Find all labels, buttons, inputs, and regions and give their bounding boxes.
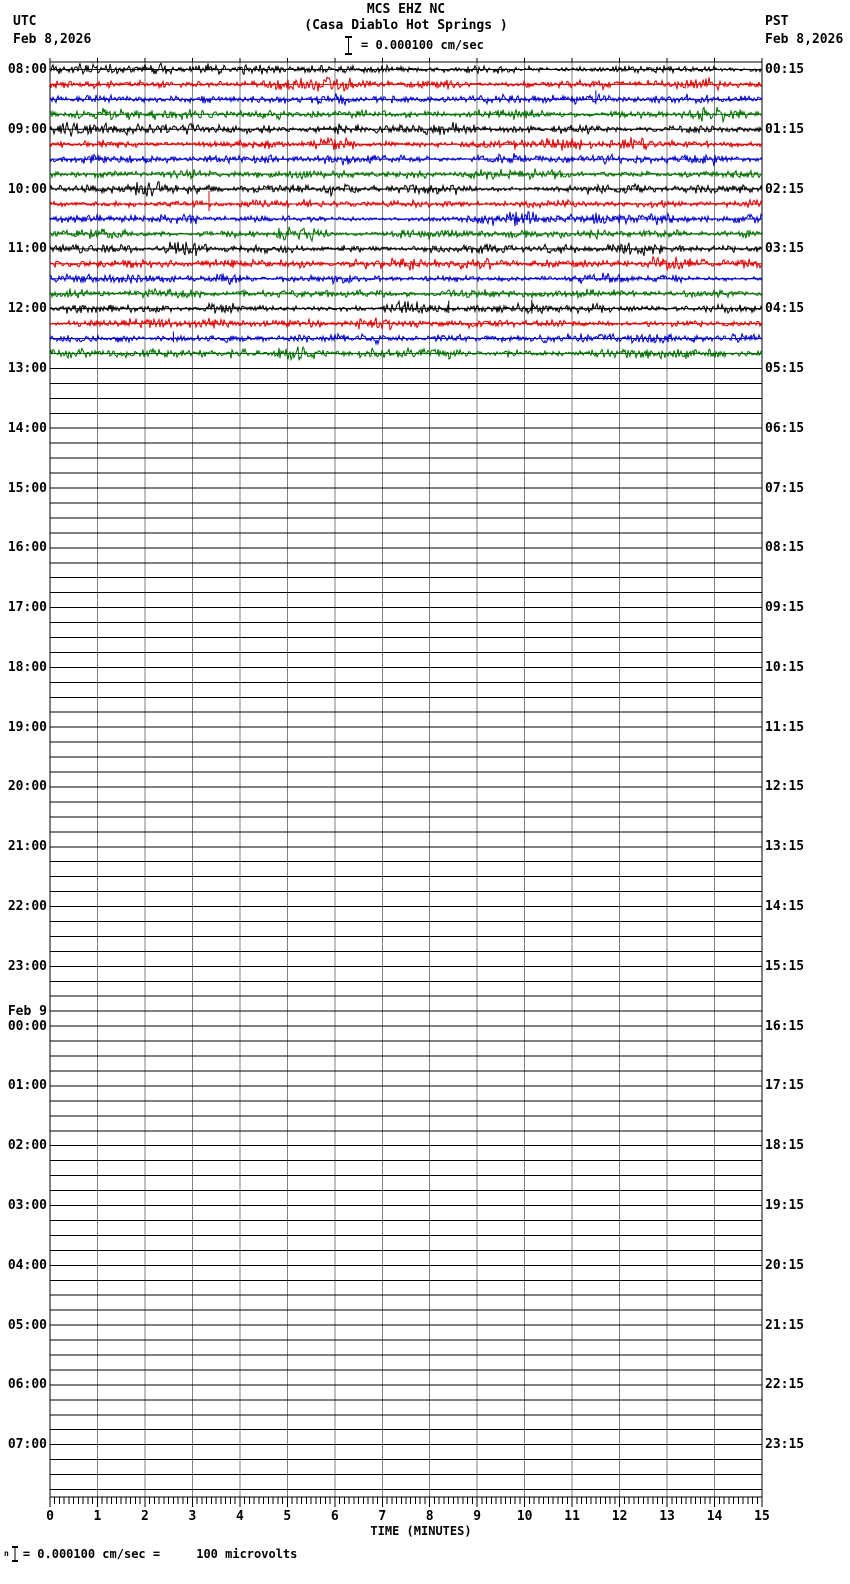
date-left-label: Feb 8,2026 <box>13 32 92 47</box>
pst-hour-label: 21:15 <box>765 1317 805 1333</box>
scale-label: = 0.000100 cm/sec <box>361 38 484 52</box>
utc-hour-label: 13:00 <box>7 360 47 376</box>
pst-hour-label: 09:15 <box>765 600 805 616</box>
pst-hour-label: 19:15 <box>765 1198 805 1214</box>
pst-hour-label: 06:15 <box>765 420 805 436</box>
pst-hour-label: 16:15 <box>765 1018 805 1034</box>
x-axis-tick-label: 10 <box>516 1509 533 1524</box>
x-axis-tick-label: 11 <box>564 1509 580 1524</box>
pst-hour-label: 10:15 <box>765 659 805 675</box>
pst-hour-label: 02:15 <box>765 181 805 197</box>
x-axis-tick-label: 7 <box>378 1509 387 1524</box>
pst-hour-label: 12:15 <box>765 779 805 795</box>
utc-hour-label: 16:00 <box>7 540 47 556</box>
utc-hour-label: 21:00 <box>7 839 47 855</box>
x-axis-tick-label: 13 <box>659 1509 675 1524</box>
x-axis-tick-label: 15 <box>754 1509 770 1524</box>
pst-hour-label: 20:15 <box>765 1257 805 1273</box>
station-location-subtitle: (Casa Diablo Hot Springs ) <box>304 18 508 33</box>
utc-hour-label: 12:00 <box>7 301 47 317</box>
pst-hour-label: 00:15 <box>765 61 805 77</box>
footer-scale-note <box>4 1546 297 1562</box>
pst-hour-label: 14:15 <box>765 899 805 915</box>
utc-hour-label: 11:00 <box>7 241 47 257</box>
x-axis-tick-label: 12 <box>611 1509 628 1524</box>
utc-hour-label: 03:00 <box>7 1198 47 1214</box>
utc-hour-label: 04:00 <box>7 1257 47 1273</box>
x-axis-tick-label: 5 <box>283 1509 292 1524</box>
pst-hour-label: 04:15 <box>765 301 805 317</box>
utc-hour-label: 14:00 <box>7 420 47 436</box>
pst-hour-label: 11:15 <box>765 719 805 735</box>
utc-hour-label: 22:00 <box>7 899 47 915</box>
x-axis-title: TIME (MINUTES) <box>370 1524 472 1538</box>
scale-bar-icon <box>12 1546 18 1562</box>
utc-hour-label: 05:00 <box>7 1317 47 1333</box>
pst-hour-label: 13:15 <box>765 839 805 855</box>
x-axis-tick-label: 4 <box>235 1509 244 1524</box>
pst-hour-label: 07:15 <box>765 480 805 496</box>
pst-hour-label: 05:15 <box>765 360 805 376</box>
x-axis-tick-label: 14 <box>706 1509 723 1524</box>
timezone-right-label: PST <box>765 14 789 29</box>
utc-hour-label: 20:00 <box>7 779 47 795</box>
utc-hour-label: 07:00 <box>7 1437 47 1453</box>
pst-hour-label: 23:15 <box>765 1437 805 1453</box>
footer-prefix-glyph: n <box>4 1549 9 1558</box>
utc-hour-label: 23:00 <box>7 958 47 974</box>
page-title: MCS EHZ NC <box>366 2 446 17</box>
footer-scale-text: = 0.000100 cm/sec = 100 microvolts <box>22 1547 298 1561</box>
x-axis-tick-label: 3 <box>188 1509 197 1524</box>
pst-hour-label: 01:15 <box>765 121 805 137</box>
utc-hour-label: 18:00 <box>7 659 47 675</box>
utc-hour-label: 09:00 <box>7 121 47 137</box>
pst-hour-label: 15:15 <box>765 958 805 974</box>
utc-hour-label: 01:00 <box>7 1078 47 1094</box>
pst-hour-label: 17:15 <box>765 1078 805 1094</box>
pst-hour-label: 18:15 <box>765 1138 805 1154</box>
pst-hour-label: 03:15 <box>765 241 805 257</box>
utc-hour-label: 08:00 <box>7 61 47 77</box>
pst-hour-label: 08:15 <box>765 540 805 556</box>
utc-hour-label: 10:00 <box>7 181 47 197</box>
x-axis-tick-label: 6 <box>330 1509 339 1524</box>
date-right-label: Feb 8,2026 <box>765 32 844 47</box>
utc-hour-label: 02:00 <box>7 1138 47 1154</box>
utc-hour-label: 19:00 <box>7 719 47 735</box>
utc-hour-label: 15:00 <box>7 480 47 496</box>
date-break-label: Feb 9 <box>7 1003 47 1019</box>
x-axis-tick-label: 1 <box>93 1509 102 1524</box>
utc-hour-label: 17:00 <box>7 600 47 616</box>
timezone-left-label: UTC <box>13 14 37 29</box>
x-axis-tick-label: 2 <box>141 1509 149 1524</box>
x-axis-tick-label: 8 <box>425 1509 434 1524</box>
pst-hour-label: 22:15 <box>765 1377 805 1393</box>
utc-hour-label: 00:00 <box>7 1018 47 1034</box>
utc-hour-label: 06:00 <box>7 1377 47 1393</box>
x-axis-tick-label: 0 <box>46 1509 54 1524</box>
x-axis-tick-label: 9 <box>473 1509 482 1524</box>
